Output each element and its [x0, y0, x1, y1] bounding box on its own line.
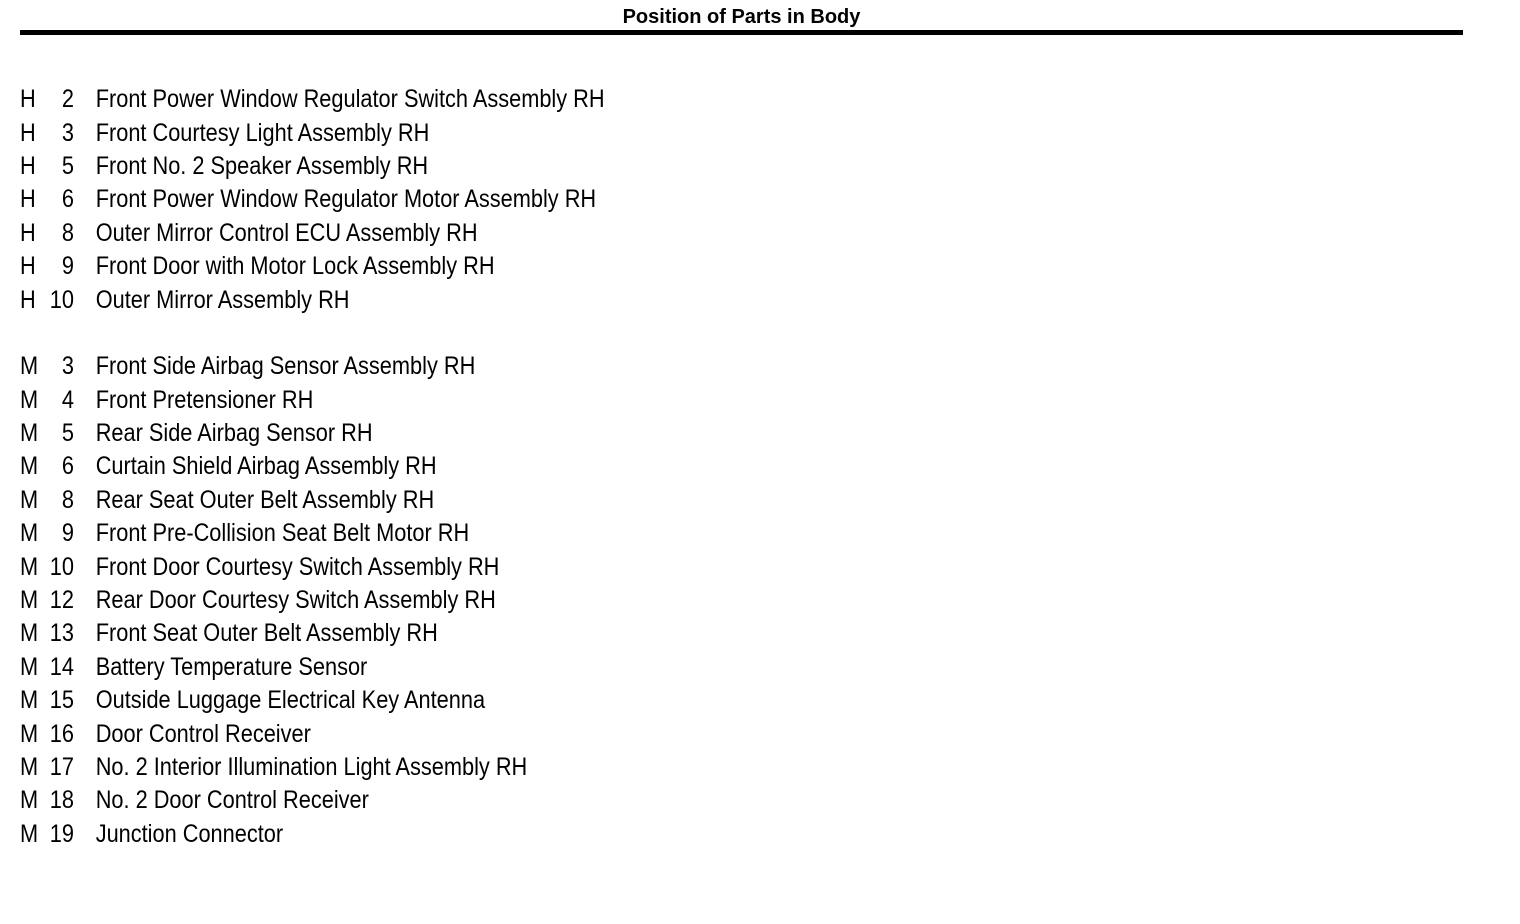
part-name: Outer Mirror Assembly RH — [95, 285, 350, 314]
connector-number: 19 — [49, 819, 74, 848]
list-item — [20, 350, 605, 383]
part-name: No. 2 Door Control Receiver — [95, 786, 369, 815]
connector-number: 8 — [61, 218, 74, 247]
connector-number: 9 — [61, 519, 74, 548]
connector-code: M — [20, 686, 39, 715]
connector-code: M — [20, 786, 39, 815]
connector-code: M — [20, 753, 39, 781]
list-item — [20, 717, 605, 750]
list-item — [20, 450, 605, 483]
connector-code: H — [20, 285, 36, 314]
part-name: Rear Side Airbag Sensor RH — [95, 419, 373, 448]
part-name: Front Pre-Collision Seat Belt Motor RH — [95, 519, 470, 548]
part-name: Junction Connector — [95, 819, 284, 848]
list-item — [20, 751, 605, 784]
connector-code: M — [20, 719, 39, 748]
part-name: Front Power Window Regulator Motor Assembly RH — [95, 185, 597, 214]
connector-code: H — [20, 118, 36, 147]
list-item — [20, 784, 605, 817]
part-name: Outer Mirror Control ECU Assembly RH — [95, 218, 478, 247]
list-item — [20, 818, 605, 851]
page-title: Position of Parts in Body — [622, 6, 861, 28]
connector-code: H — [20, 85, 36, 114]
connector-number: 18 — [49, 786, 74, 815]
connector-code: H — [20, 218, 36, 247]
connector-code: H — [20, 151, 36, 180]
parts-list — [20, 83, 692, 884]
part-name: Rear Door Courtesy Switch Assembly RH — [95, 586, 496, 615]
list-item — [20, 651, 605, 684]
list-item — [20, 617, 605, 650]
connector-number: 13 — [49, 619, 74, 648]
connector-number: 2 — [61, 85, 74, 114]
connector-code: H — [20, 185, 36, 214]
connector-number: 9 — [61, 252, 74, 281]
connector-code: H — [20, 252, 36, 281]
connector-number: 8 — [61, 485, 74, 514]
connector-number: 12 — [49, 586, 74, 615]
list-item — [20, 517, 605, 550]
part-name: Front Side Airbag Sensor Assembly RH — [95, 352, 476, 381]
connector-code: M — [20, 652, 39, 681]
list-item — [20, 183, 605, 216]
list-item — [20, 150, 605, 183]
connector-number: 14 — [49, 652, 74, 681]
connector-code: M — [20, 519, 39, 548]
connector-number: 3 — [61, 118, 74, 147]
part-name: Front Seat Outer Belt Assembly RH — [95, 619, 438, 648]
list-item — [20, 217, 605, 250]
part-name: Front Pretensioner RH — [95, 385, 314, 414]
part-name: Rear Seat Outer Belt Assembly RH — [95, 485, 435, 514]
connector-code: M — [20, 552, 39, 581]
connector-number: 10 — [49, 285, 74, 314]
parts-group-h — [20, 83, 692, 317]
connector-code: M — [20, 619, 39, 648]
list-item — [20, 116, 605, 149]
connector-number: 10 — [49, 552, 74, 581]
connector-number: 3 — [61, 352, 74, 381]
connector-code: M — [20, 586, 39, 615]
list-item — [20, 550, 605, 583]
part-name: Front Door Courtesy Switch Assembly RH — [95, 552, 500, 581]
list-item — [20, 283, 605, 316]
part-name: Door Control Receiver — [95, 719, 311, 748]
connector-number: 5 — [61, 419, 74, 448]
list-item — [20, 684, 605, 717]
part-name: Front Courtesy Light Assembly RH — [95, 118, 430, 147]
connector-number: 6 — [61, 185, 74, 214]
connector-number: 16 — [49, 719, 74, 748]
part-name: Outside Luggage Electrical Key Antenna — [95, 686, 486, 715]
list-item — [20, 250, 605, 283]
connector-code: M — [20, 819, 39, 848]
list-item — [20, 584, 605, 617]
connector-number: 15 — [49, 686, 74, 715]
connector-code: M — [20, 419, 39, 448]
connector-number: 4 — [61, 385, 74, 414]
part-name: Front Door with Motor Lock Assembly RH — [95, 252, 495, 281]
list-item — [20, 384, 605, 417]
part-name: Front No. 2 Speaker Assembly RH — [95, 151, 429, 180]
list-item — [20, 83, 605, 116]
list-item — [20, 417, 605, 450]
connector-number: 17 — [49, 753, 74, 781]
connector-code: M — [20, 352, 39, 381]
connector-code: M — [20, 452, 39, 481]
connector-code: M — [20, 385, 39, 414]
part-name: No. 2 Interior Illumination Light Assembly RH — [95, 753, 528, 781]
connector-number: 5 — [61, 151, 74, 180]
connector-code: M — [20, 485, 39, 514]
connector-number: 6 — [61, 452, 74, 481]
list-item — [20, 484, 605, 517]
title-divider — [20, 30, 1463, 35]
part-name: Battery Temperature Sensor — [95, 652, 368, 681]
part-name: Front Power Window Regulator Switch Assembly RH — [95, 85, 605, 114]
part-name: Curtain Shield Airbag Assembly RH — [95, 452, 437, 481]
parts-group-m — [20, 350, 692, 851]
